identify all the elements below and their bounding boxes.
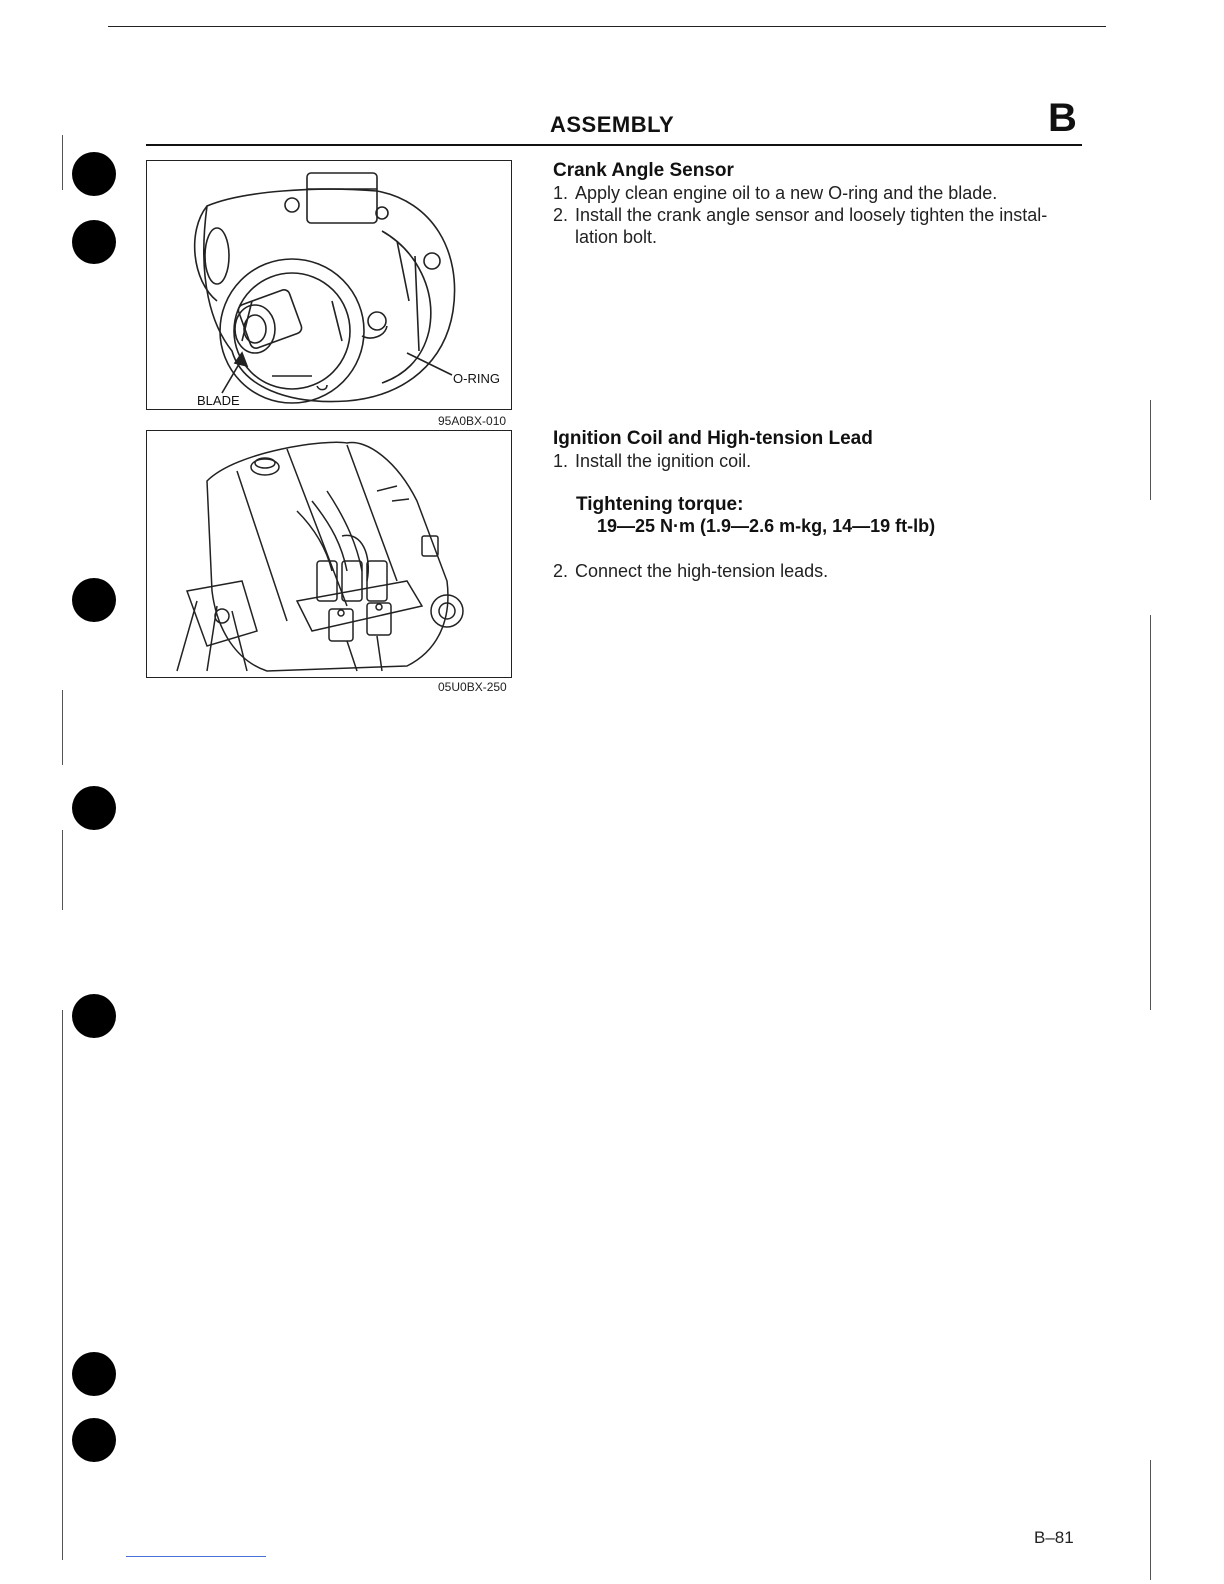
margin-line <box>1150 615 1151 1010</box>
binder-hole <box>72 578 116 622</box>
step-number: 2. <box>553 561 569 581</box>
figure-code: 95A0BX-010 <box>438 414 507 428</box>
step-text: Apply clean engine oil to a new O-ring and the blade. <box>575 183 998 203</box>
ignition-coil-illustration <box>147 431 511 677</box>
header-rule <box>146 144 1082 146</box>
step-text: Install the crank angle sensor and loosely tighten the instal- <box>575 205 1048 225</box>
crank-angle-sensor-illustration <box>147 161 511 409</box>
torque-value: 19—25 N·m (1.9—2.6 m-kg, 14—19 ft-lb) <box>597 516 936 536</box>
bottom-rule <box>126 1556 266 1557</box>
binder-hole <box>72 1352 116 1396</box>
section-letter: B <box>1048 96 1077 140</box>
page-title: ASSEMBLY <box>550 112 675 137</box>
step-item <box>553 450 1083 472</box>
binder-hole <box>72 786 116 830</box>
step-text: Install the ignition coil. <box>575 451 752 471</box>
step-text: Connect the high-tension leads. <box>575 561 829 581</box>
figure-ignition-coil <box>146 430 512 678</box>
step-number: 2. <box>553 205 569 225</box>
margin-line <box>1150 400 1151 500</box>
step-text-continued: lation bolt. <box>575 227 658 247</box>
binder-hole <box>72 1418 116 1462</box>
step-number: 1. <box>553 451 569 471</box>
blade-callout: BLADE <box>197 393 240 408</box>
page-number: B–81 <box>1034 1528 1074 1547</box>
margin-line <box>1150 1460 1151 1580</box>
margin-line <box>62 135 63 190</box>
figure-code: 05U0BX-250 <box>438 680 507 694</box>
figure-crank-angle-sensor <box>146 160 512 410</box>
binder-hole <box>72 152 116 196</box>
top-rule <box>108 26 1106 27</box>
step-number: 1. <box>553 183 569 203</box>
margin-line <box>62 1010 63 1560</box>
step-item <box>553 560 1083 582</box>
step-item <box>553 204 1083 248</box>
margin-line <box>62 830 63 910</box>
section-heading-crank-angle-sensor: Crank Angle Sensor <box>553 160 734 181</box>
o-ring-callout: O-RING <box>453 371 500 386</box>
step-item <box>553 182 1083 204</box>
margin-line <box>62 690 63 765</box>
section-heading-ignition-coil: Ignition Coil and High-tension Lead <box>553 428 873 449</box>
binder-hole <box>72 994 116 1038</box>
binder-hole <box>72 220 116 264</box>
torque-label: Tightening torque: <box>576 494 744 515</box>
